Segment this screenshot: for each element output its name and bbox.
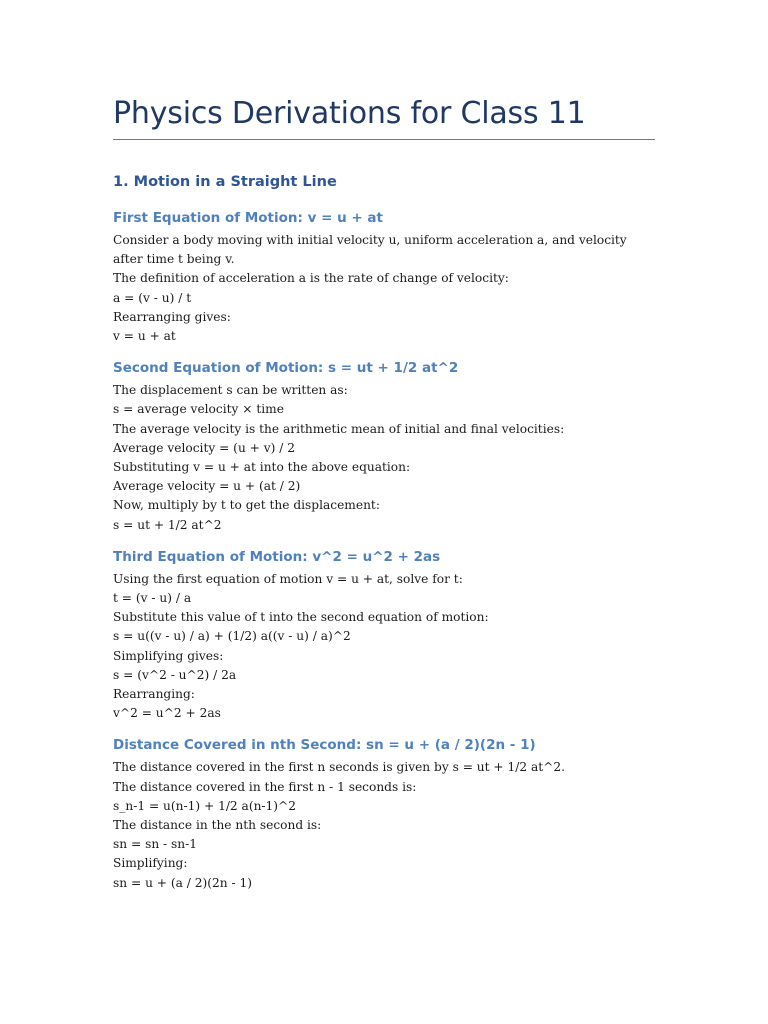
text-line: Rearranging: [113, 687, 195, 702]
section-second-equation [113, 357, 658, 535]
section-third-equation [113, 546, 658, 724]
text-line: Consider a body moving with initial velocity u, uniform acceleration a, and velocity after time t being v. [113, 233, 627, 267]
equation-line: v = u + at [113, 329, 176, 344]
section-text [113, 758, 658, 892]
document-body [113, 171, 658, 904]
equation-line: v^2 = u^2 + 2as [113, 706, 221, 721]
equation-line: s = average velocity × time [113, 402, 284, 417]
text-line: The average velocity is the arithmetic mean of initial and final velocities: [113, 421, 565, 436]
text-line: Simplifying: [113, 856, 188, 871]
text-line: The definition of acceleration a is the rate of change of velocity: [113, 271, 509, 286]
section-text [113, 381, 658, 535]
equation-line: s = u((v - u) / a) + (1/2) a((v - u) / a)^2 [113, 629, 351, 644]
title-underline [113, 139, 655, 140]
text-line: Simplifying gives: [113, 648, 224, 663]
section-heading: Distance Covered in nth Second: sn = u + (a / 2)(2n - 1) [113, 737, 536, 754]
equation-line: sn = u + (a / 2)(2n - 1) [113, 875, 252, 890]
section-text [113, 570, 658, 724]
equation-line: sn = sn - sn-1 [113, 837, 198, 852]
text-line: The displacement s can be written as: [113, 383, 348, 398]
equation-line: s = (v^2 - u^2) / 2a [113, 667, 237, 682]
text-line: Using the first equation of motion v = u + at, solve for t: [113, 571, 463, 586]
section-heading: First Equation of Motion: v = u + at [113, 210, 383, 226]
equation-line: Average velocity = (u + v) / 2 [113, 440, 295, 455]
text-line: Substitute this value of t into the second equation of motion: [113, 610, 489, 625]
text-line: Rearranging gives: [113, 309, 231, 324]
text-line: The distance in the nth second is: [113, 818, 322, 833]
section-first-equation [113, 207, 658, 346]
text-line: The distance covered in the first n - 1 seconds is: [113, 779, 417, 794]
text-line: Substituting v = u + at into the above equation: [113, 460, 411, 475]
equation-line: s = ut + 1/2 at^2 [113, 517, 222, 532]
equation-line: Average velocity = u + (at / 2) [113, 479, 301, 494]
text-line: The distance covered in the first n seconds is given by s = ut + 1/2 at^2. [113, 760, 566, 775]
document-title: Physics Derivations for Class 11 [113, 96, 586, 131]
section-text [113, 231, 658, 346]
section-heading: Second Equation of Motion: s = ut + 1/2 at^2 [113, 360, 459, 377]
section-nth-second [113, 734, 658, 892]
section-heading: Third Equation of Motion: v^2 = u^2 + 2as [113, 548, 441, 565]
equation-line: a = (v - u) / t [113, 290, 192, 305]
text-line: Now, multiply by t to get the displacement: [113, 498, 380, 513]
equation-line: t = (v - u) / a [113, 591, 192, 606]
equation-line: s_n-1 = u(n-1) + 1/2 a(n-1)^2 [113, 798, 297, 813]
chapter-heading: 1. Motion in a Straight Line [113, 174, 337, 190]
